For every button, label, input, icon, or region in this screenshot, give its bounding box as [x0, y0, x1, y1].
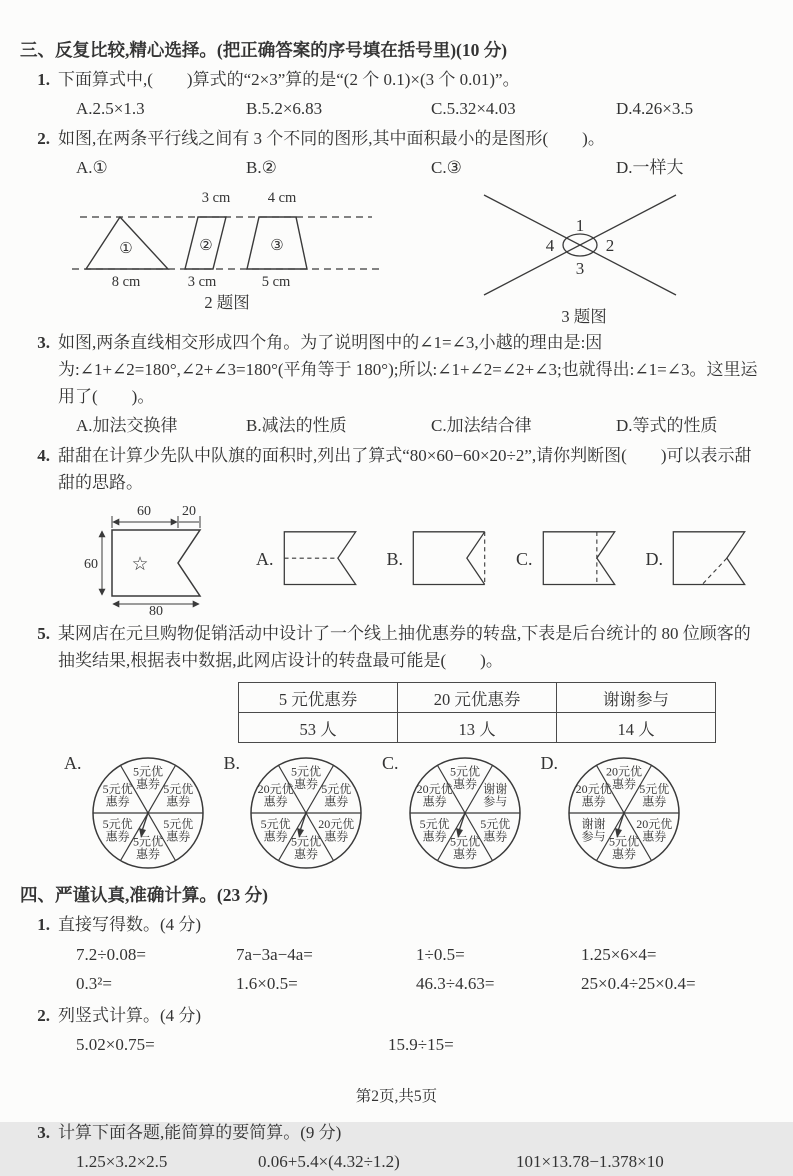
triangle-base-dim: 8 cm — [111, 274, 141, 290]
question-4 — [20, 442, 763, 496]
flag-main-figure — [82, 502, 232, 619]
question-3-number: 3. — [37, 333, 50, 352]
math-problem: 25×0.4÷25×0.4= — [581, 974, 696, 993]
calc-item-2-number: 2. — [37, 1006, 50, 1025]
q3-option-c: C.加法结合律 — [431, 416, 532, 435]
flag-dim-bottom: 80 — [149, 604, 163, 619]
math-problem: 0.06+5.4×(4.32÷1.2) — [258, 1152, 400, 1171]
table-value-cell: 53 人 — [239, 713, 398, 743]
q1-option-c: C.5.32×4.03 — [431, 99, 516, 118]
question-1-text: 下面算式中,( )算式的“2×3”算的是“(2 个 0.1)×(3 个 0.01)”。 — [58, 70, 520, 89]
trapezoid-label: ③ — [270, 238, 284, 254]
column-calc-row — [20, 1031, 763, 1059]
calc-item-3-number: 3. — [37, 1123, 50, 1142]
question-5-number: 5. — [37, 624, 50, 643]
wheel-sector-label: 20元优惠券 — [606, 764, 643, 791]
wheel-sector-label: 5元优惠券 — [419, 817, 450, 844]
wheel-sector-label: 5元优惠券 — [132, 834, 163, 861]
section3-heading — [20, 36, 763, 64]
wheel-sector-label: 5元优惠券 — [260, 817, 291, 844]
calc-item-3 — [20, 1119, 763, 1146]
flag-outline — [413, 532, 484, 585]
wheel-sector-label: 5元优惠券 — [291, 764, 322, 791]
figure-q3-caption: 3 题图 — [561, 307, 607, 326]
section3-title: 三、反复比较,精心选择。 — [20, 40, 217, 60]
mental-math-row-1 — [20, 940, 763, 969]
math-problem: 7.2÷0.08= — [76, 945, 146, 964]
table-header-row — [239, 683, 716, 713]
calc-item-3-title: 计算下面各题,能简算的要简算。(9 分) — [58, 1123, 342, 1142]
page-footer: 第2页,共5页 — [355, 1088, 438, 1105]
q2-option-d: D.一样大 — [616, 158, 684, 177]
question-3 — [20, 329, 763, 410]
mental-math-row-2 — [20, 969, 763, 998]
prize-wheel-figure — [240, 749, 372, 875]
calc-item-2 — [20, 1002, 763, 1029]
figure-q2-caption: 2 题图 — [204, 293, 250, 312]
star-icon: ☆ — [131, 554, 149, 575]
flag-option-c-figure — [536, 525, 622, 593]
intersecting-lines-figure — [466, 187, 702, 303]
wheel-sector-label: 5元优惠券 — [639, 782, 670, 809]
diagonal-cut-line — [702, 558, 727, 584]
parallel-lines-shapes-figure — [66, 187, 388, 289]
calc-item-1-title: 直接写得数。(4 分) — [58, 915, 202, 934]
flag-option-c — [516, 525, 622, 593]
notch-lines — [467, 532, 485, 585]
math-problem: 46.3÷4.63= — [416, 974, 495, 993]
question-1-options — [20, 94, 763, 124]
question-1-number: 1. — [37, 70, 50, 89]
wheel-option-c — [382, 749, 531, 875]
wheel-sector-label: 5元优惠券 — [132, 764, 163, 791]
flag-option-a-label: A. — [256, 548, 274, 569]
figure-q3-block — [466, 187, 702, 327]
flag-dim-top-left: 60 — [137, 504, 151, 519]
angle-1-label: 1 — [575, 216, 585, 235]
prize-wheel-figure — [399, 749, 531, 875]
parallelogram-label: ② — [199, 238, 213, 254]
trapezoid-top-dim: 4 cm — [267, 190, 297, 206]
question-2-options — [20, 153, 763, 183]
question-4-number: 4. — [37, 446, 50, 465]
prize-wheel-figure — [558, 749, 690, 875]
flag-option-b-label: B. — [386, 548, 404, 569]
question-5-text: 某网店在元旦购物促销活动中设计了一个线上抽优惠券的转盘,下表是后台统计的 80 位顾客的抽奖结果,根据表中数据,此网店设计的转盘最可能是( )。 — [58, 624, 751, 670]
math-problem: 101×13.78−1.378×10 — [516, 1152, 664, 1171]
flag-outline — [543, 532, 614, 585]
simplify-calc-row — [20, 1148, 763, 1176]
math-problem: 15.9÷15= — [388, 1035, 454, 1054]
q2-option-b: B.② — [246, 158, 277, 177]
math-problem: 1.25×3.2×2.5 — [76, 1152, 168, 1171]
table-header-cell: 5 元优惠券 — [239, 683, 398, 713]
figures-row — [66, 187, 763, 327]
flag-option-b-figure — [406, 525, 492, 593]
wheel-sector-label: 5元优惠券 — [449, 834, 480, 861]
flag-option-d — [646, 525, 753, 593]
table-value-cell: 13 人 — [398, 713, 557, 743]
question-2-number: 2. — [37, 129, 50, 148]
flag-outline — [112, 530, 200, 596]
angle-2-label: 2 — [605, 236, 615, 255]
math-problem: 7a−3a−4a= — [236, 945, 313, 964]
q3-option-d: D.等式的性质 — [616, 416, 718, 435]
parallelogram-top-dim: 3 cm — [201, 190, 231, 206]
wheel-sector-label: 5元优惠券 — [162, 782, 193, 809]
section4-heading — [20, 881, 763, 909]
table-header-cell: 20 元优惠券 — [398, 683, 557, 713]
section4-title-note: (23 分) — [216, 885, 268, 905]
q3-option-b: B.减法的性质 — [246, 416, 347, 435]
wheel-sector-label: 5元优惠券 — [162, 817, 193, 844]
wheel-sector-label: 5元优惠券 — [102, 817, 133, 844]
section3-title-note: (把正确答案的序号填在括号里)(10 分) — [216, 40, 508, 60]
flag-option-d-figure — [666, 525, 752, 593]
flag-dim-top-right: 20 — [182, 504, 196, 519]
wheel-options-row — [64, 749, 763, 875]
wheel-sector-label: 5元优惠券 — [479, 817, 510, 844]
question-1 — [20, 66, 763, 93]
wheel-sector-label: 20元优惠券 — [416, 782, 453, 809]
wheel-option-a — [64, 749, 214, 875]
wheel-option-label: A. — [64, 753, 82, 773]
wheel-option-label: C. — [382, 753, 399, 773]
wheel-sector-label: 20元优惠券 — [575, 782, 612, 809]
wheel-sector-label: 5元优惠券 — [449, 764, 480, 791]
wheel-sector-label: 20元优惠券 — [257, 782, 294, 809]
calc-item-1-number: 1. — [37, 915, 50, 934]
q2-option-c: C.③ — [431, 158, 462, 177]
wheel-sector-label: 20元优惠券 — [636, 817, 673, 844]
question-2 — [20, 125, 763, 152]
flag-dim-left: 60 — [84, 557, 98, 572]
wheel-option-d — [541, 749, 691, 875]
math-problem: 5.02×0.75= — [76, 1035, 155, 1054]
wheel-sector-label: 谢谢参与 — [581, 817, 606, 844]
wheel-option-label: B. — [223, 753, 241, 773]
angle-4-label: 4 — [545, 236, 555, 255]
flag-option-a — [256, 525, 363, 593]
q3-option-a: A.加法交换律 — [76, 416, 178, 435]
math-problem: 1.25×6×4= — [581, 945, 657, 964]
q1-option-a: A.2.5×1.3 — [76, 99, 145, 118]
flag-option-b — [387, 525, 493, 593]
wheel-sector-label: 谢谢参与 — [482, 782, 507, 809]
wheel-sector-label: 5元优惠券 — [609, 834, 640, 861]
q1-option-d: D.4.26×3.5 — [616, 99, 694, 118]
section4-title: 四、严谨认真,准确计算。 — [20, 885, 217, 905]
wheel-sector-label: 5元优惠券 — [291, 834, 322, 861]
question-3-text: 如图,两条直线相交形成四个角。为了说明图中的∠1=∠3,小越的理由是:因为:∠1+∠2=180°,∠2+∠3=180°(平角等于 180°);所以:∠1+∠2=∠2+∠3;也就得出:∠1=∠3。这里运用了( )。 — [58, 333, 758, 406]
flag-option-a-figure — [277, 525, 363, 593]
lottery-results-table — [238, 682, 716, 743]
math-problem: 0.3²= — [76, 974, 112, 993]
table-value-row — [239, 713, 716, 743]
wheel-sector-label: 20元优惠券 — [318, 817, 355, 844]
question-2-text: 如图,在两条平行线之间有 3 个不同的图形,其中面积最小的是图形( )。 — [58, 129, 605, 148]
parallelogram-base-dim: 3 cm — [187, 274, 217, 290]
flag-option-d-label: D. — [645, 548, 664, 569]
q2-option-a: A.① — [76, 158, 108, 177]
wheel-sector-label: 5元优惠券 — [102, 782, 133, 809]
question-4-text: 甜甜在计算少先队中队旗的面积时,列出了算式“80×60−60×20÷2”,请你判断图( )可以表示甜甜的思路。 — [58, 446, 752, 492]
math-problem: 1.6×0.5= — [236, 974, 298, 993]
math-problem: 1÷0.5= — [416, 945, 465, 964]
wheel-option-b — [224, 749, 373, 875]
triangle-label: ① — [119, 241, 133, 257]
question-3-options — [20, 411, 763, 441]
angle-3-label: 3 — [575, 259, 585, 278]
figure-q2-block — [66, 187, 388, 313]
prize-wheel-figure — [82, 749, 214, 875]
question-5 — [20, 620, 763, 674]
calc-item-2-title: 列竖式计算。(4 分) — [58, 1006, 202, 1025]
table-value-cell: 14 人 — [557, 713, 716, 743]
wheel-option-label: D. — [540, 753, 559, 773]
flag-figures-row — [82, 502, 763, 619]
calc-item-1 — [20, 911, 763, 938]
flag-option-c-label: C. — [516, 548, 533, 569]
q1-option-b: B.5.2×6.83 — [246, 99, 323, 118]
trapezoid-base-dim: 5 cm — [261, 274, 291, 290]
wheel-sector-label: 5元优惠券 — [321, 782, 352, 809]
table-header-cell: 谢谢参与 — [557, 683, 716, 713]
